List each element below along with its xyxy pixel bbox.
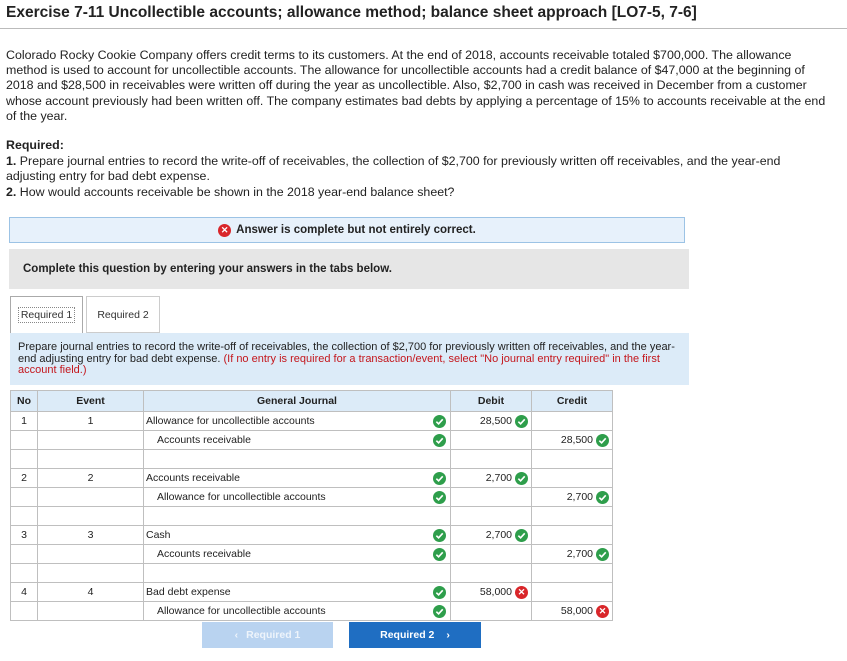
debit-value: 2,700 (485, 529, 512, 541)
entry-event-cell (38, 412, 144, 431)
instruction-text: Prepare journal entries to record the write-off of receivables, the collection of $2,700 for previously written off receivables, and the year-end adjusting entry for bad debt expense. (18, 341, 675, 365)
table-row (11, 545, 613, 564)
account-field[interactable] (144, 526, 451, 545)
spacer-row (11, 507, 613, 526)
entry-no-cell (11, 412, 38, 431)
account-field[interactable] (144, 469, 451, 488)
entry-no: 4 (21, 586, 27, 598)
account-name: Accounts receivable (157, 434, 251, 446)
debit-field[interactable] (451, 583, 532, 602)
required-2-text: 2. How would accounts receivable be shown in the 2018 year-end balance sheet? (6, 185, 455, 199)
credit-field[interactable] (532, 583, 613, 602)
spacer-cell (38, 507, 144, 526)
table-row (11, 469, 613, 488)
account-name: Cash (146, 529, 171, 541)
error-x-icon: ✕ (596, 605, 609, 618)
entry-no-cell (11, 545, 38, 564)
prev-tab-button[interactable] (202, 622, 333, 648)
table-row (11, 431, 613, 450)
exercise-title: Exercise 7-11 Uncollectible accounts; allowance method; balance sheet approach [LO7-5, 7-6] (6, 4, 697, 21)
spacer-cell (144, 507, 451, 526)
spacer-cell (38, 450, 144, 469)
tab-required-2-label: Required 2 (97, 308, 149, 321)
spacer-cell (451, 450, 532, 469)
check-icon (515, 472, 528, 485)
account-field[interactable] (144, 488, 451, 507)
prev-tab-label: Required 1 (246, 629, 301, 641)
answer-status-banner (9, 217, 685, 243)
debit-field[interactable] (451, 431, 532, 450)
answer-status-text: Answer is complete but not entirely correct. (236, 224, 476, 236)
spacer-cell (11, 450, 38, 469)
entry-no-cell (11, 602, 38, 621)
credit-value: 2,700 (566, 491, 593, 503)
entry-event: 2 (87, 472, 94, 484)
complete-prompt: Complete this question by entering your answers in the tabs below. (9, 249, 689, 289)
table-row (11, 602, 613, 621)
error-x-icon: ✕ (515, 586, 528, 599)
next-tab-button[interactable] (349, 622, 481, 648)
spacer-row (11, 450, 613, 469)
account-name: Accounts receivable (146, 472, 240, 484)
instruction-note: (If no entry is required for a transaction/event, select "No journal entry required" in the first account field.) (18, 352, 660, 376)
table-row (11, 583, 613, 602)
entry-no-cell (11, 469, 38, 488)
header-general-journal: General Journal (144, 391, 451, 412)
entry-event-cell (38, 545, 144, 564)
tab-required-1[interactable] (10, 296, 83, 333)
account-name: Allowance for uncollectible accounts (157, 491, 326, 503)
problem-text: Colorado Rocky Cookie Company offers credit terms to its customers. At the end of 2018, accounts receivable totaled $700,000. The allowance method is used to account for uncollectible accounts. The allowance for uncollectible accounts had a credit balance of $47,000 at the beginning of 2018 and $28,500 in receivables were written off during the year as uncollectible. Also, $2,700 in cash was received in December from a customer whose account previously had been written off. The company estimates bad debts by applying a percentage of 15% to accounts receivable at the end of the year. (6, 48, 826, 123)
chevron-right-icon: › (446, 629, 450, 641)
check-icon (433, 415, 446, 428)
account-field[interactable] (144, 545, 451, 564)
table-row (11, 488, 613, 507)
account-field[interactable] (144, 602, 451, 621)
credit-field[interactable] (532, 602, 613, 621)
instruction-panel (10, 333, 689, 385)
spacer-cell (144, 450, 451, 469)
title-divider (0, 28, 847, 29)
credit-field[interactable] (532, 469, 613, 488)
check-icon (596, 548, 609, 561)
account-name: Allowance for uncollectible accounts (157, 605, 326, 617)
debit-value: 58,000 (479, 586, 512, 598)
required-2-body: How would accounts receivable be shown in the 2018 year-end balance sheet? (19, 185, 455, 199)
credit-value: 2,700 (566, 548, 593, 560)
entry-event-cell (38, 431, 144, 450)
debit-value: 2,700 (485, 472, 512, 484)
entry-event: 3 (87, 529, 94, 541)
check-icon (433, 472, 446, 485)
check-icon (433, 586, 446, 599)
tab-required-2[interactable] (86, 296, 160, 333)
required-1-body: Prepare journal entries to record the write-off of receivables, the collection of $2,700 for previously written off receivables, and the year-end adjusting entry for bad debt expense. (6, 154, 781, 184)
account-field[interactable] (144, 412, 451, 431)
check-icon (515, 529, 528, 542)
header-event: Event (38, 391, 144, 412)
entry-event: 4 (87, 586, 94, 598)
spacer-row (11, 564, 613, 583)
required-1-text: 1. Prepare journal entries to record the write-off of receivables, the collection of $2,700 for previously written off receivables, and the year-end adjusting entry for bad debt expense. (6, 154, 781, 184)
credit-field[interactable] (532, 431, 613, 450)
entry-event-cell (38, 602, 144, 621)
entry-no: 2 (21, 472, 27, 484)
debit-field[interactable] (451, 545, 532, 564)
spacer-cell (144, 564, 451, 583)
spacer-cell (532, 450, 613, 469)
spacer-cell (11, 507, 38, 526)
debit-field[interactable] (451, 469, 532, 488)
entry-event-cell (38, 469, 144, 488)
error-x-icon: ✕ (218, 224, 231, 237)
check-icon (515, 415, 528, 428)
spacer-cell (451, 564, 532, 583)
check-icon (433, 605, 446, 618)
credit-field[interactable] (532, 412, 613, 431)
spacer-cell (38, 564, 144, 583)
account-name: Accounts receivable (157, 548, 251, 560)
check-icon (596, 434, 609, 447)
spacer-cell (532, 564, 613, 583)
entry-no-cell (11, 583, 38, 602)
check-icon (433, 548, 446, 561)
debit-value: 28,500 (479, 415, 512, 427)
account-name: Allowance for uncollectible accounts (146, 415, 315, 427)
credit-value: 28,500 (560, 434, 593, 446)
entry-event-cell (38, 488, 144, 507)
entry-no-cell (11, 526, 38, 545)
entry-no: 3 (21, 529, 27, 541)
spacer-cell (451, 507, 532, 526)
credit-value: 58,000 (560, 605, 593, 617)
credit-field[interactable] (532, 488, 613, 507)
tab-required-1-label: Required 1 (18, 307, 75, 323)
credit-field[interactable] (532, 545, 613, 564)
debit-field[interactable] (451, 602, 532, 621)
debit-field[interactable] (451, 526, 532, 545)
account-field[interactable] (144, 583, 451, 602)
table-row (11, 412, 613, 431)
account-field[interactable] (144, 431, 451, 450)
required-heading: Required: (6, 138, 64, 152)
entry-no-cell (11, 431, 38, 450)
entry-no-cell (11, 488, 38, 507)
entry-no: 1 (21, 415, 27, 427)
header-no: No (11, 391, 38, 412)
journal-table (10, 390, 613, 621)
header-credit: Credit (532, 391, 613, 412)
header-debit: Debit (451, 391, 532, 412)
check-icon (433, 529, 446, 542)
spacer-cell (532, 507, 613, 526)
entry-event: 1 (87, 415, 94, 427)
entry-event-cell (38, 583, 144, 602)
entry-event-cell (38, 526, 144, 545)
spacer-cell (11, 564, 38, 583)
check-icon (433, 434, 446, 447)
table-row (11, 526, 613, 545)
chevron-left-icon: ‹ (234, 629, 239, 641)
account-name: Bad debt expense (146, 586, 231, 598)
next-tab-label: Required 2 (380, 629, 435, 641)
debit-field[interactable] (451, 412, 532, 431)
credit-field[interactable] (532, 526, 613, 545)
check-icon (433, 491, 446, 504)
check-icon (596, 491, 609, 504)
debit-field[interactable] (451, 488, 532, 507)
